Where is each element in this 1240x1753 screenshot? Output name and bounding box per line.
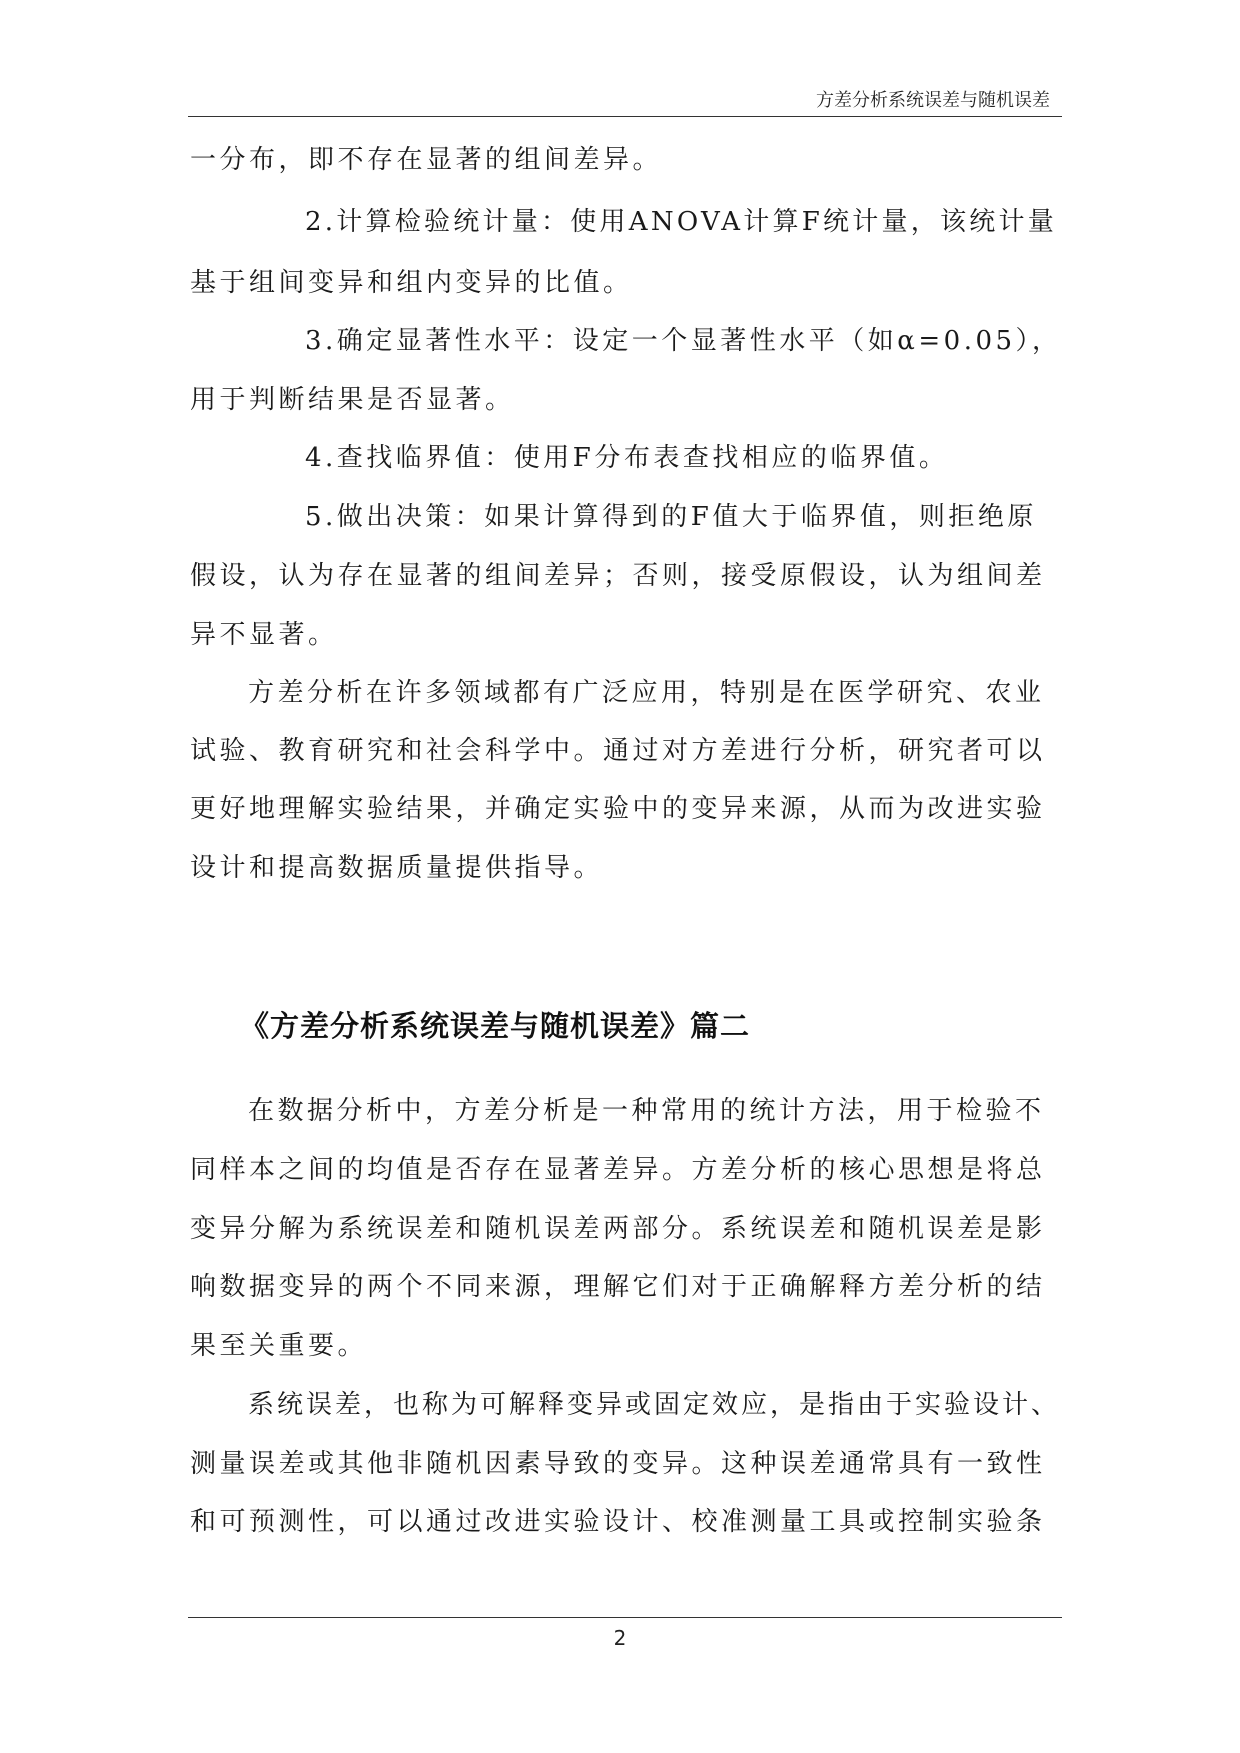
paragraph-first-line: 方差分析在许多领域都有广泛应用，特别是在医学研究、农业 bbox=[248, 678, 1045, 708]
body-line: 更好地理解实验结果，并确定实验中的变异来源，从而为改进实验 bbox=[190, 794, 1046, 824]
body-line: 试验、教育研究和社会科学中。通过对方差进行分析，研究者可以 bbox=[190, 736, 1046, 766]
page-number: 2 bbox=[613, 1626, 627, 1650]
header-divider bbox=[188, 116, 1062, 117]
section-heading: 《方差分析系统误差与随机误差》篇二 bbox=[240, 1009, 751, 1043]
body-line: 假设，认为存在显著的组间差异；否则，接受原假设，认为组间差 bbox=[190, 561, 1046, 591]
footer-divider bbox=[188, 1617, 1062, 1618]
body-line: 和可预测性，可以通过改进实验设计、校准测量工具或控制实验条 bbox=[190, 1507, 1046, 1537]
list-item-4-line: 4.查找临界值：使用F分布表查找相应的临界值。 bbox=[305, 443, 949, 473]
body-line: 基于组间变异和组内变异的比值。 bbox=[190, 268, 633, 298]
body-line: 设计和提高数据质量提供指导。 bbox=[190, 853, 604, 883]
body-line: 果至关重要。 bbox=[190, 1331, 368, 1361]
body-line: 异不显著。 bbox=[190, 620, 338, 650]
body-line: 一分布，即不存在显著的组间差异。 bbox=[190, 145, 663, 175]
body-line: 同样本之间的均值是否存在显著差异。方差分析的核心思想是将总 bbox=[190, 1155, 1046, 1185]
running-header-title: 方差分析系统误差与随机误差 bbox=[816, 90, 1050, 111]
list-item-5-line: 5.做出决策：如果计算得到的F值大于临界值，则拒绝原 bbox=[305, 502, 1037, 532]
list-item-3-line: 3.确定显著性水平：设定一个显著性水平（如α=0.05）， bbox=[305, 326, 1062, 356]
body-line: 响数据变异的两个不同来源，理解它们对于正确解释方差分析的结 bbox=[190, 1272, 1046, 1302]
paragraph-first-line: 系统误差，也称为可解释变异或固定效应，是指由于实验设计、 bbox=[248, 1390, 1061, 1420]
paragraph-first-line: 在数据分析中，方差分析是一种常用的统计方法，用于检验不 bbox=[248, 1096, 1045, 1126]
list-item-2-line: 2.计算检验统计量：使用ANOVA计算F统计量，该统计量 bbox=[305, 207, 1058, 237]
body-line: 用于判断结果是否显著。 bbox=[190, 385, 515, 415]
body-line: 变异分解为系统误差和随机误差两部分。系统误差和随机误差是影 bbox=[190, 1214, 1046, 1244]
body-line: 测量误差或其他非随机因素导致的变异。这种误差通常具有一致性 bbox=[190, 1449, 1046, 1479]
